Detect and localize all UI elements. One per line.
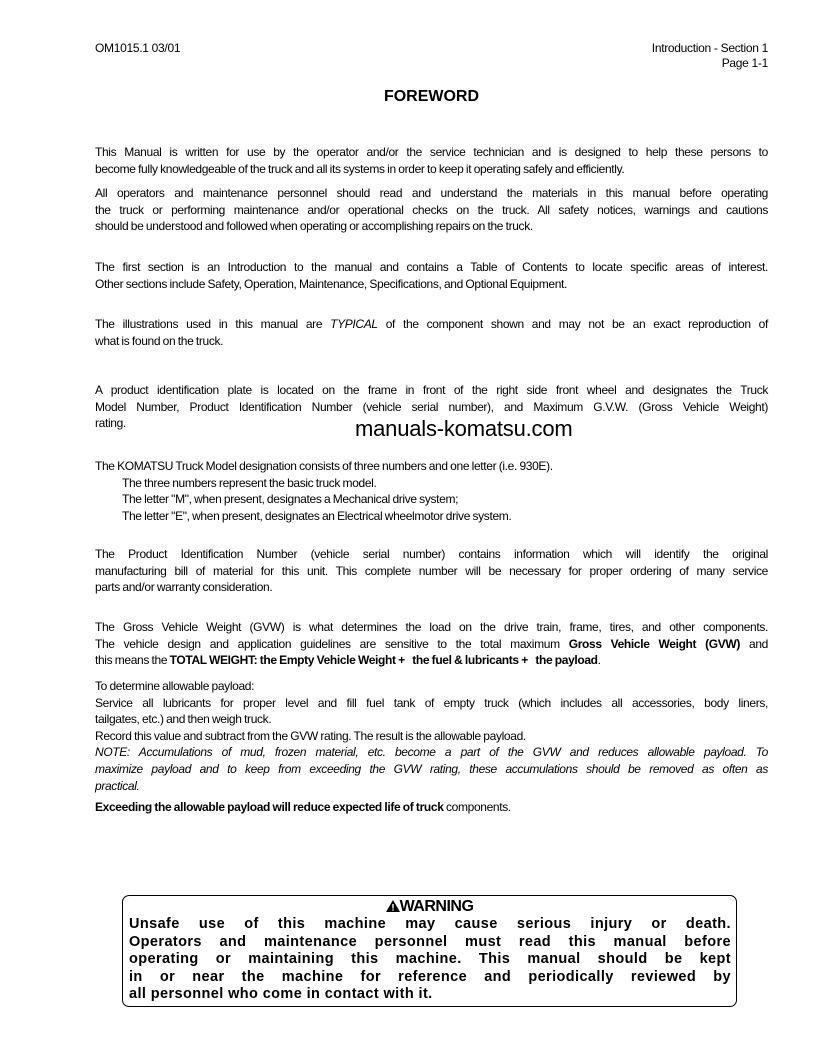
warning-line: Unsafe use of this machine may cause serious injury or death. bbox=[129, 916, 731, 932]
warning-line: all personnel who come in contact with it. bbox=[129, 986, 433, 1002]
text-line bbox=[95, 316, 768, 333]
text-line: Service all lubricants for proper level and fill fuel tank of empty truck (which includes all accessories, body liners, bbox=[95, 695, 768, 710]
emphasis-typical: TYPICAL bbox=[330, 317, 378, 331]
warning-body bbox=[129, 916, 731, 1004]
page-number: Page 1-1 bbox=[721, 56, 768, 70]
text-line: The three numbers represent the basic truck model. bbox=[122, 475, 377, 490]
text-line: Record this value and subtract from the GVW rating. The result is the allowable payload. bbox=[95, 728, 526, 743]
text-line: The letter "E", when present, designates an Electrical wheelmotor drive system. bbox=[122, 508, 512, 523]
text-segment: components. bbox=[443, 800, 511, 814]
text-line: tailgates, etc.) and then weigh truck. bbox=[95, 712, 272, 727]
text-line: become fully knowledgeable of the truck and all its systems in order to keep it operating safely and efficiently. bbox=[95, 161, 625, 176]
text-line: parts and/or warranty consideration. bbox=[95, 580, 273, 595]
warning-line: operating or maintaining this machine. This manual should be kept bbox=[129, 951, 731, 967]
text-line bbox=[95, 799, 768, 816]
paragraph-gvw bbox=[95, 619, 768, 669]
emphasis-exceeding: Exceeding the allowable payload will reduce expected life of truck bbox=[95, 800, 444, 814]
text-line: should be understood and followed when operating or accomplishing repairs on the truck. bbox=[95, 219, 533, 234]
note-line bbox=[95, 744, 768, 761]
text-segment: of the component shown and may not be an exact reproduction of bbox=[377, 317, 768, 331]
text-segment: this means the bbox=[95, 653, 170, 668]
text-line: The Gross Vehicle Weight (GVW) is what determines the load on the drive train, frame, tires, and other components. bbox=[95, 620, 768, 634]
text-segment: The vehicle design and application guidelines are sensitive to the total maximum bbox=[95, 636, 569, 651]
paragraph-exceeding-payload bbox=[95, 799, 768, 816]
paragraph-illustrations bbox=[95, 316, 768, 349]
text-segment: . bbox=[597, 653, 601, 668]
emphasis-weight-formula: : the Empty Vehicle Weight + the fuel & lubricants + the payload bbox=[253, 653, 598, 668]
paragraph-purpose bbox=[95, 144, 768, 177]
text-segment: The illustrations used in this manual are bbox=[95, 317, 331, 331]
text-line: The Product Identification Number (vehicle serial number) contains information which will identify the original bbox=[95, 547, 768, 561]
text-line: Model Number, Product Identification Number (vehicle serial number), and Maximum G.V.W. (Gross Vehicle Weight) bbox=[95, 399, 768, 414]
text-line: The letter "M", when present, designates a Mechanical drive system; bbox=[122, 492, 459, 507]
text-line: To determine allowable payload: bbox=[95, 679, 255, 693]
warning-line: Operators and maintenance personnel must read this manual before bbox=[129, 933, 731, 950]
note-text: practical. bbox=[95, 778, 140, 793]
note-text: NOTE: Accumulations of mud, frozen material, etc. become a part of the GVW and reduces allowable payload. To bbox=[95, 745, 768, 760]
text-line: The KOMATSU Truck Model designation consists of three numbers and one letter (i.e. 930E). bbox=[95, 459, 553, 473]
paragraph-allowable-payload bbox=[95, 678, 768, 794]
note-line bbox=[95, 761, 768, 778]
text-line: All operators and maintenance personnel should read and understand the materials in this manual before operating bbox=[95, 186, 768, 200]
warning-triangle-icon bbox=[386, 900, 400, 912]
warning-box bbox=[122, 895, 737, 1007]
warning-heading bbox=[123, 898, 736, 916]
watermark: manuals-komatsu.com bbox=[355, 416, 573, 441]
text-line: rating. bbox=[95, 416, 126, 431]
warning-line: in or near the machine for reference and periodically reviewed by bbox=[129, 968, 731, 985]
text-line: the truck or performing maintenance and/or operational checks on the truck. All safety notices, warnings and cautions bbox=[95, 202, 768, 217]
emphasis-total-weight: TOTAL WEIGHT bbox=[169, 653, 254, 668]
text-line: The first section is an Introduction to the manual and contains a Table of Contents to locate specific areas of interest. bbox=[95, 260, 768, 274]
emphasis-gvw: Gross Vehicle Weight (GVW) bbox=[568, 636, 741, 651]
paragraph-sections bbox=[95, 259, 768, 292]
text-line: A product identification plate is located on the frame in front of the right side front wheel and designates the Truck bbox=[95, 383, 768, 397]
note-line bbox=[95, 778, 768, 795]
text-line: manufacturing bill of material for this unit. This complete number will be necessary for proper ordering of many service bbox=[95, 563, 768, 578]
paragraph-serial-number bbox=[95, 546, 768, 596]
text-line: This Manual is written for use by the operator and/or the service technician and is designed to help these persons to bbox=[95, 145, 768, 159]
warning-title: WARNING bbox=[399, 898, 474, 915]
note-text: maximize payload and to keep from exceeding the GVW rating, these accumulations should be removed as often as bbox=[95, 761, 768, 776]
section-label: Introduction - Section 1 bbox=[651, 41, 768, 55]
paragraph-model-designation bbox=[95, 458, 768, 524]
text-segment: and bbox=[740, 636, 768, 651]
text-line: what is found on the truck. bbox=[95, 333, 224, 348]
text-line bbox=[95, 636, 768, 653]
page-title: FOREWORD bbox=[383, 88, 480, 105]
text-line: Other sections include Safety, Operation, Maintenance, Specifications, and Optional Equipment. bbox=[95, 276, 568, 291]
document-id: OM1015.1 03/01 bbox=[95, 41, 181, 55]
paragraph-read-manual bbox=[95, 185, 768, 235]
text-line bbox=[95, 652, 768, 669]
